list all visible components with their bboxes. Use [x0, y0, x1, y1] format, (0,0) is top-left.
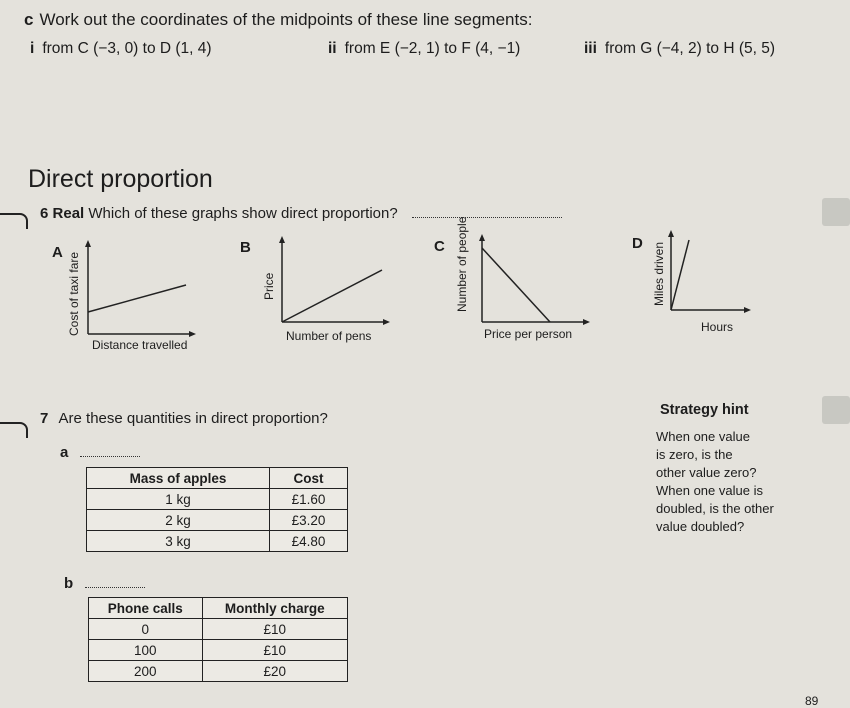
table-cell: 0 [89, 619, 203, 640]
table-cell: £20 [202, 661, 347, 682]
graph-c-y-label: Number of people [455, 216, 469, 312]
table-header: Monthly charge [202, 598, 347, 619]
margin-tab [822, 396, 850, 424]
arrow-right-icon [744, 307, 751, 313]
item-number: i [30, 40, 35, 57]
arrow-up-icon [85, 240, 91, 247]
graph-b-line [282, 270, 382, 322]
table-cell: 200 [89, 661, 203, 682]
graph-d [667, 230, 751, 316]
page-number: 89 [805, 694, 819, 708]
graph-b-letter: B [240, 239, 251, 256]
margin-tab [822, 198, 850, 226]
part-c-item-i [30, 40, 212, 58]
answer-line-b[interactable] [85, 587, 145, 588]
hint-line: other value zero? [656, 465, 757, 480]
table-cell: £3.20 [269, 510, 347, 531]
item-text: from G (−4, 2) to H (5, 5) [604, 40, 776, 57]
graph-d-letter: D [632, 235, 643, 252]
answer-line-a[interactable] [80, 456, 140, 457]
graph-a-x-label: Distance travelled [92, 338, 188, 352]
item-text: from C (−3, 0) to D (1, 4) [42, 40, 212, 57]
arrow-right-icon [583, 319, 590, 325]
graph-b [278, 236, 390, 328]
question-text: Which of these graphs show direct proportion? [88, 205, 398, 222]
question-text: Are these quantities in direct proportion? [58, 410, 328, 427]
strategy-hint-title: Strategy hint [660, 402, 749, 418]
table-row [89, 661, 348, 682]
graph-d-x-label: Hours [701, 320, 734, 334]
hint-line: is zero, is the [656, 447, 733, 462]
hint-line: value doubled? [656, 519, 745, 534]
table-row [89, 619, 348, 640]
hint-line: doubled, is the other [656, 501, 774, 516]
table-cell: 1 kg [87, 489, 270, 510]
question-bracket-icon [0, 422, 28, 438]
table-header: Phone calls [89, 598, 203, 619]
table-cell: 2 kg [87, 510, 270, 531]
item-text: from E (−2, 1) to F (4, −1) [344, 40, 521, 57]
arrow-up-icon [279, 236, 285, 243]
arrow-right-icon [189, 331, 196, 337]
table-cell: £4.80 [269, 531, 347, 552]
arrow-up-icon [668, 230, 674, 237]
question-bracket-icon [0, 213, 28, 229]
hint-line: When one value is [656, 483, 763, 498]
part-a [60, 444, 140, 462]
graph-d-line [671, 240, 689, 310]
strategy-hint-body [656, 428, 796, 536]
table-row [89, 640, 348, 661]
table-cell: £1.60 [269, 489, 347, 510]
graph-a-line [88, 285, 186, 312]
table-header: Cost [269, 468, 347, 489]
graph-c-line [482, 248, 550, 322]
part-b [64, 575, 145, 593]
question-7 [40, 410, 328, 427]
graph-a [84, 240, 196, 340]
graph-a-y-label: Cost of taxi fare [67, 251, 81, 336]
arrow-up-icon [479, 234, 485, 241]
question-tag: Real [52, 205, 85, 222]
item-number: iii [584, 40, 597, 57]
part-c-text: Work out the coordinates of the midpoints of these line segments: [39, 10, 533, 29]
graph-c-x-label: Price per person [484, 327, 573, 341]
graph-b-x-label: Number of pens [286, 329, 372, 343]
answer-line[interactable] [412, 217, 562, 218]
table-row [87, 510, 348, 531]
graph-c-letter: C [434, 238, 445, 255]
part-c-instruction [24, 10, 532, 30]
item-number: ii [328, 40, 337, 57]
table-cell: 3 kg [87, 531, 270, 552]
table-cell: 100 [89, 640, 203, 661]
part-c-label: c [24, 10, 34, 29]
table-a [86, 467, 348, 552]
section-heading: Direct proportion [28, 165, 213, 193]
table-b [88, 597, 348, 682]
graph-a-letter: A [52, 244, 63, 261]
table-row [87, 531, 348, 552]
question-number: 7 [40, 410, 49, 427]
part-a-label: a [60, 444, 69, 461]
arrow-right-icon [383, 319, 390, 325]
graph-d-y-label: Miles driven [652, 241, 666, 306]
part-b-label: b [64, 575, 74, 592]
table-header: Mass of apples [87, 468, 270, 489]
hint-line: When one value [656, 429, 750, 444]
question-6 [40, 205, 562, 222]
table-row [87, 489, 348, 510]
table-cell: £10 [202, 640, 347, 661]
part-c-item-iii [584, 40, 775, 58]
question-number: 6 [40, 205, 49, 222]
graph-c [478, 234, 590, 328]
table-cell: £10 [202, 619, 347, 640]
graph-b-y-label: Price [262, 272, 276, 300]
part-c-item-ii [328, 40, 520, 58]
